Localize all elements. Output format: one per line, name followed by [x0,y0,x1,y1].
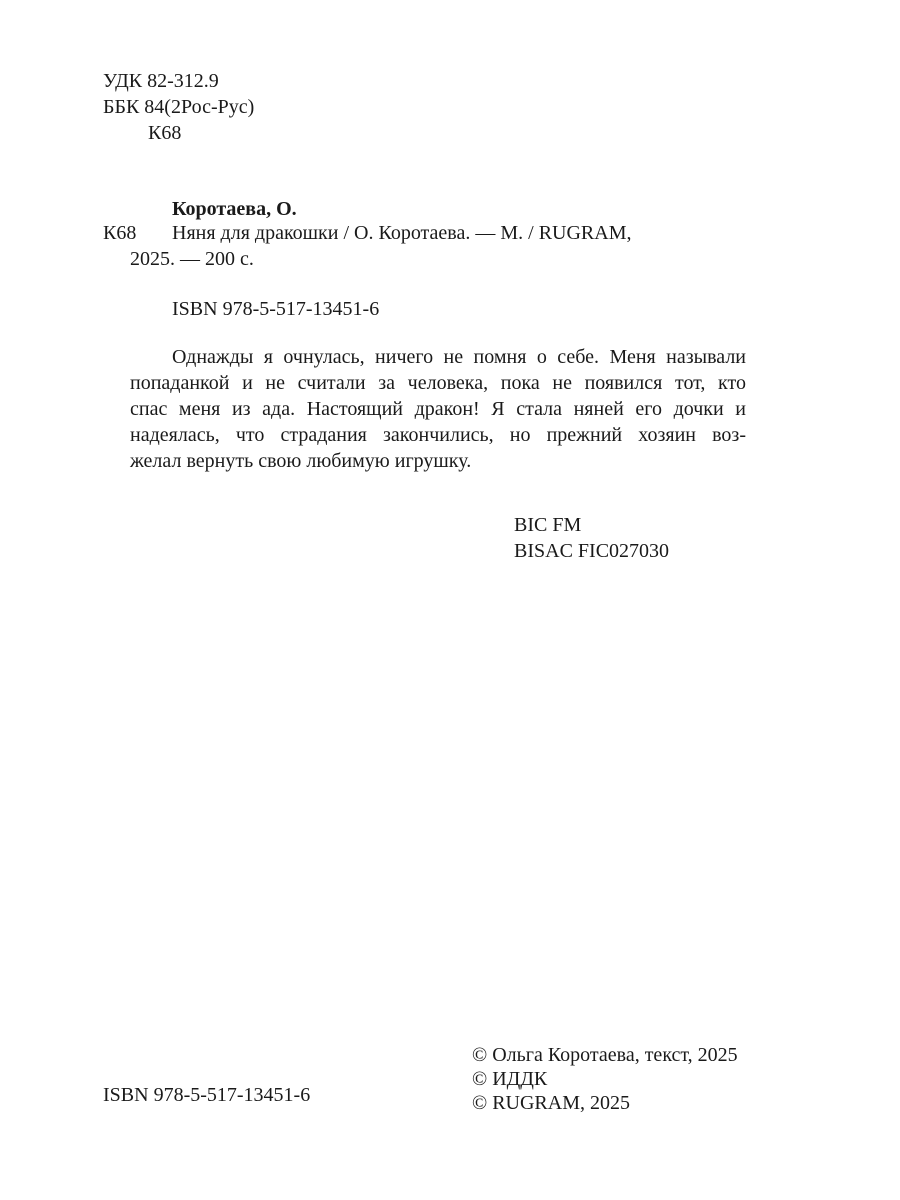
annotation-line: Однажды я очнулась, ничего не помня о себе. Меня называли [172,346,746,368]
side-author-mark: К68 [103,222,137,244]
isbn-bottom: ISBN 978-5-517-13451-6 [103,1084,311,1106]
annotation-line: надеялась, что страдания закончились, но прежний хозяин воз- [130,424,746,446]
author-heading: Коротаева, О. [172,198,297,220]
author-mark-code: К68 [148,122,182,144]
bbk-code: ББК 84(2Рос-Рус) [103,96,255,118]
copyright-line-3: © RUGRAM, 2025 [472,1092,630,1114]
annotation [130,344,746,474]
bibliographic-line-1: Няня для дракошки / О. Коротаева. — М. / RUGRAM, [172,222,632,244]
annotation-line: попаданкой и не считали за человека, пока не появился тот, кто [130,372,746,394]
udk-code: УДК 82-312.9 [103,70,219,92]
bisac-code: BISAC FIC027030 [514,540,670,562]
bibliographic-line-2: 2025. — 200 с. [130,248,254,270]
isbn-main: ISBN 978-5-517-13451-6 [172,298,380,320]
annotation-line: спас меня из ада. Настоящий дракон! Я стала няней его дочки и [130,398,746,420]
copyright-line-2: © ИДДК [472,1068,548,1090]
annotation-line: желал вернуть свою любимую игрушку. [130,450,472,472]
bic-code: BIC FM [514,514,582,536]
copyright-line-1: © Ольга Коротаева, текст, 2025 [472,1044,738,1066]
